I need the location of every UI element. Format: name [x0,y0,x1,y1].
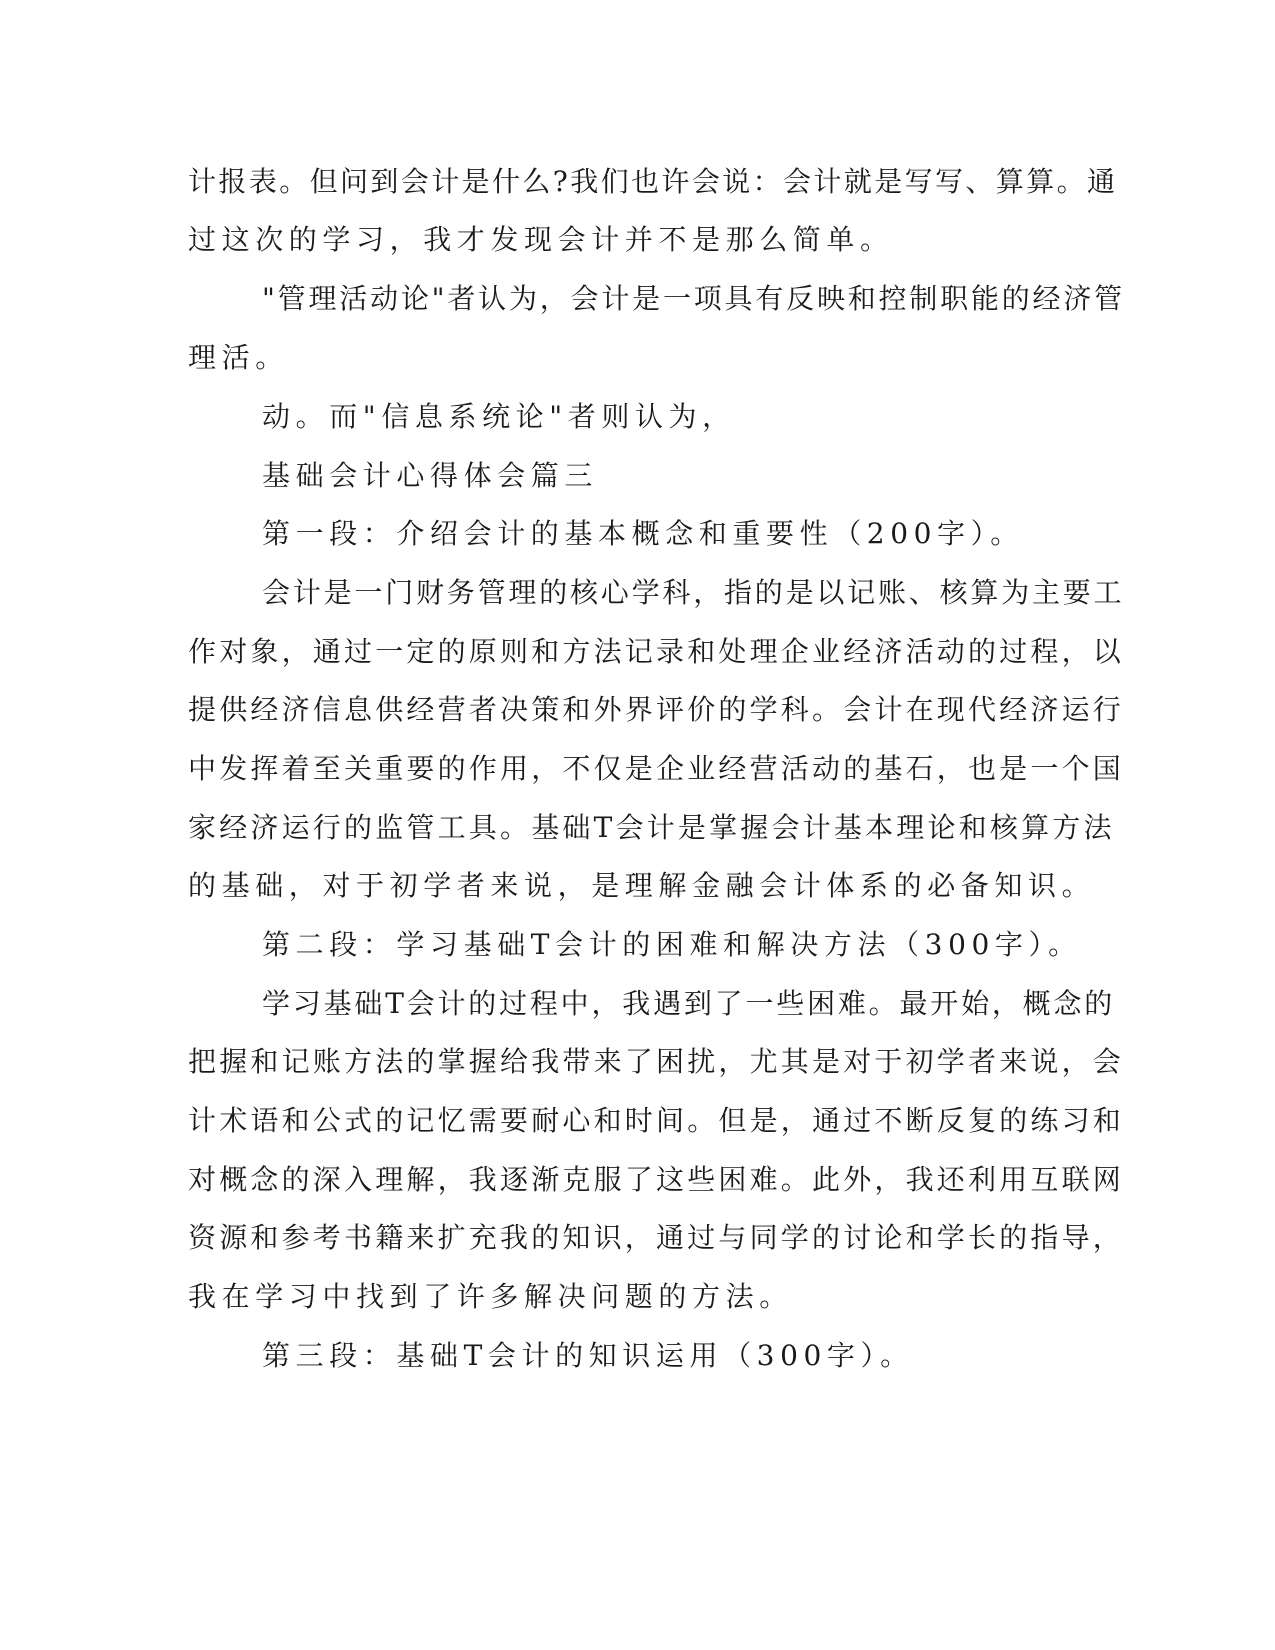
text-line-12: 家经济运行的监管工具。基础T会计是掌握会计基本理论和核算方法 [188,811,1115,844]
paragraph-heading-3: 第三段：基础T会计的知识运用（300字）。 [262,1339,914,1372]
text-line-16: 把握和记账方法的掌握给我带来了困扰，尤其是对于初学者来说，会 [188,1045,1125,1078]
text-line-4: 理活。 [188,341,289,374]
paragraph-heading-1: 第一段：介绍会计的基本概念和重要性（200字）。 [262,517,1024,550]
text-line-20: 我在学习中找到了许多解决问题的方法。 [188,1280,793,1313]
text-line-18: 对概念的深入理解，我逐渐克服了这些困难。此外，我还利用互联网 [188,1163,1125,1196]
section-heading: 基础会计心得体会篇三 [262,459,599,492]
text-line-17: 计术语和公式的记忆需要耐心和时间。但是，通过不断反复的练习和 [188,1104,1125,1137]
text-line-5: 动。而"信息系统论"者则认为， [262,400,736,433]
text-line-11: 中发挥着至关重要的作用，不仅是企业经营活动的基石，也是一个国 [188,752,1125,785]
text-line-15: 学习基础T会计的过程中，我遇到了一些困难。最开始，概念的 [262,987,1116,1020]
text-line-13: 的基础，对于初学者来说，是理解金融会计体系的必备知识。 [188,869,1096,902]
paragraph-heading-2: 第二段：学习基础T会计的困难和解决方法（300字）。 [262,928,1082,961]
text-line-8: 会计是一门财务管理的核心学科，指的是以记账、核算为主要工 [262,576,1125,609]
text-line-9: 作对象，通过一定的原则和方法记录和处理企业经济活动的过程，以 [188,635,1125,668]
text-line-1: 计报表。但问到会计是什么?我们也许会说：会计就是写写、算算。通 [188,165,1118,198]
text-line-2: 过这次的学习，我才发现会计并不是那么简单。 [188,223,894,256]
text-line-10: 提供经济信息供经营者决策和外界评价的学科。会计在现代经济运行 [188,693,1125,726]
text-line-19: 资源和参考书籍来扩充我的知识，通过与同学的讨论和学长的指导， [188,1221,1125,1254]
text-line-3: "管理活动论"者认为，会计是一项具有反映和控制职能的经济管 [262,282,1125,315]
